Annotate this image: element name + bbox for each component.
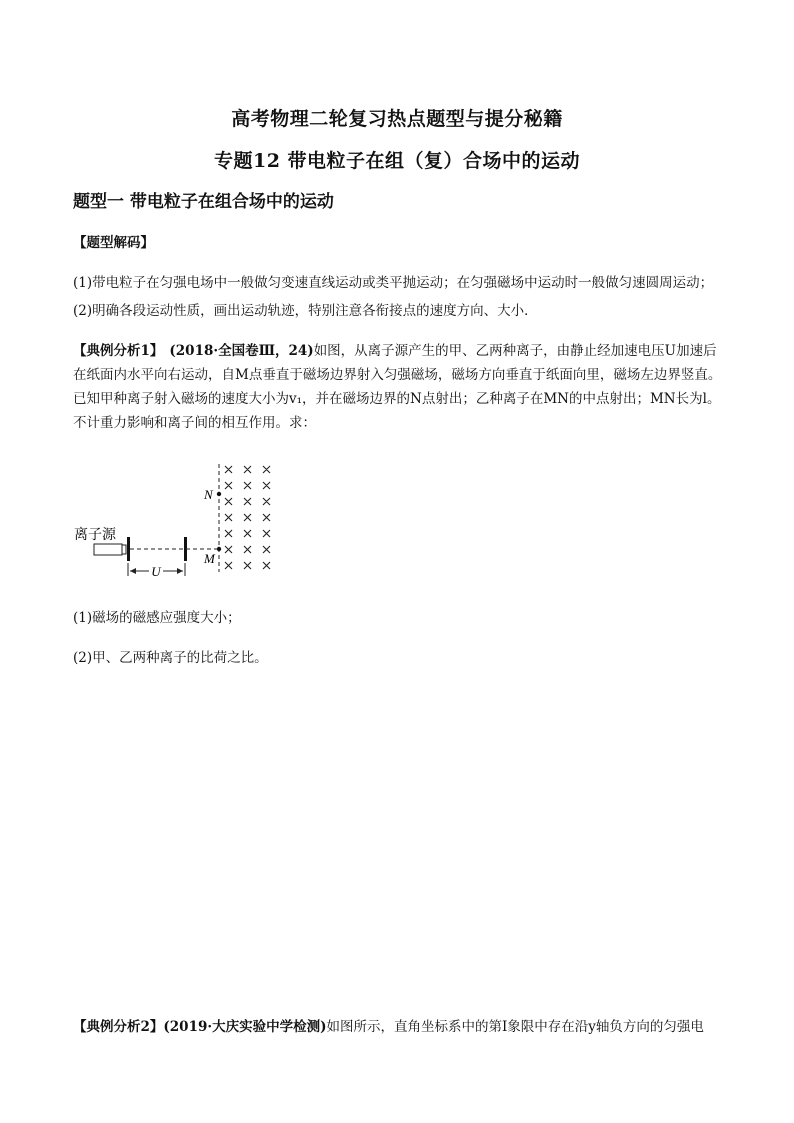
ion-source-box [94,544,122,555]
point-N [217,492,221,496]
jiema-point-1: (1)带电粒子在匀强电场中一般做匀变速直线运动或类平抛运动；在匀强磁场中运动时一般做匀速圆周运动； [73,275,714,291]
plate-left [127,537,130,561]
label-M: M [204,551,215,566]
question-2: (2)甲、乙两种离子的比荷之比。 [73,650,268,666]
doc-title: 高考物理二轮复习热点题型与提分秘籍 [231,108,563,130]
example-1-text: 如图，从离子源产生的甲、乙两种离子，由静止经加速电压U加速后在纸面内水平向右运动，自M点垂直于磁场边界射入匀强磁场，磁场方向垂直于纸面向里，磁场左边界竖直。已知甲种离子射入磁场的速度大小为v₁，并在磁场边界的N点射出；乙种离子在MN的中点射出；MN长为l。不计重力影响和离子间的相互作用。求： [73,343,722,431]
magnetic-field-crosses [225,466,270,569]
label-U: U [151,564,161,579]
example-2-text: 如图所示，直角坐标系中的第Ⅰ象限中存在沿y轴负方向的匀强电 [326,1019,704,1035]
question-1: (1)磁场的磁感应强度大小； [73,610,241,626]
ion-source-diagram [70,460,290,580]
example-1-source: (2018·全国卷Ⅲ，24) [169,343,314,359]
label-N: N [204,487,213,502]
doc-subtitle: 专题12 带电粒子在组（复）合场中的运动 [213,150,581,172]
example-2 [73,1015,725,1039]
example-1 [73,339,725,435]
section-title: 题型一 带电粒子在组合场中的运动 [73,192,334,212]
example-2-source: (2019·大庆实验中学检测) [163,1019,327,1035]
label-ion-source: 离子源 [74,527,116,543]
example-2-tag: 【典例分析2】 [73,1019,164,1035]
jiema-point-2: (2)明确各段运动性质，画出运动轨迹，特别注意各衔接点的速度方向、大小． [73,303,538,319]
jiema-tag: 【题型解码】 [73,235,154,251]
example-1-tag: 【典例分析1】 [73,343,164,359]
